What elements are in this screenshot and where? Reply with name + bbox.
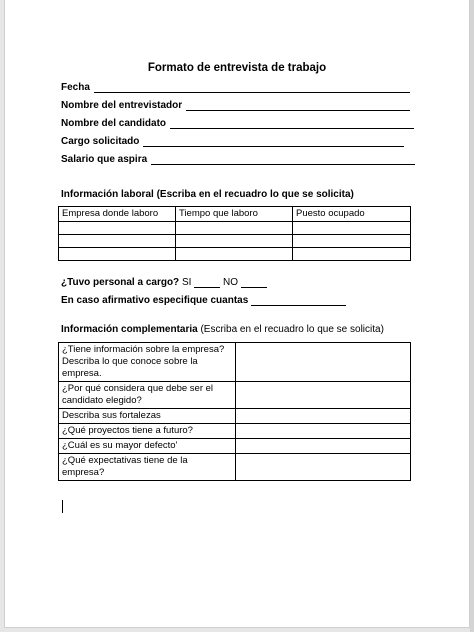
- table-cell[interactable]: [59, 222, 176, 235]
- answer-cell[interactable]: [236, 454, 411, 481]
- column-header: Tiempo que laboro: [176, 207, 293, 222]
- fill-line[interactable]: [94, 83, 410, 93]
- no-fill-line[interactable]: [241, 278, 267, 288]
- table-row: [59, 409, 411, 424]
- field-label: Cargo solicitado: [61, 136, 140, 147]
- question-cell: ¿Qué proyectos tiene a futuro?: [59, 424, 236, 439]
- question-cell: ¿Tiene información sobre la empresa? Describa lo que conoce sobre la empresa.: [59, 343, 236, 382]
- staff-count-question: [61, 295, 346, 306]
- table-cell[interactable]: [176, 248, 293, 261]
- answer-cell[interactable]: [236, 382, 411, 409]
- table-cell[interactable]: [293, 235, 411, 248]
- fill-line[interactable]: [186, 101, 410, 111]
- question-cell: ¿Qué expectativas tiene de la empresa?: [59, 454, 236, 481]
- field-label: Nombre del entrevistador: [61, 100, 183, 111]
- fill-line[interactable]: [170, 119, 414, 129]
- document-page: [4, 0, 470, 628]
- answer-cell[interactable]: [236, 409, 411, 424]
- table-header-row: [59, 207, 411, 222]
- document-title: Formato de entrevista de trabajo: [147, 62, 327, 74]
- yes-fill-line[interactable]: [194, 278, 220, 288]
- table-row: [59, 424, 411, 439]
- table-row: [59, 248, 411, 261]
- question-cell: ¿Por qué considera que debe ser el candidato elegido?: [59, 382, 236, 409]
- complementary-title: [61, 324, 384, 335]
- answer-cell[interactable]: [236, 343, 411, 382]
- complementary-table: [58, 342, 411, 481]
- table-cell[interactable]: [293, 222, 411, 235]
- fill-line[interactable]: [143, 137, 404, 147]
- question-cell: ¿Cuál es su mayor defecto': [59, 439, 236, 454]
- field-label: Nombre del candidato: [61, 118, 167, 129]
- work-info-title: Información laboral (Escriba en el recuadro lo que se solicita): [61, 189, 354, 200]
- staff-count-fill-line[interactable]: [251, 296, 346, 306]
- no-label: NO: [222, 277, 238, 288]
- table-row: [59, 343, 411, 382]
- field-entrevistador: [61, 100, 410, 111]
- column-header: Empresa donde laboro: [59, 207, 176, 222]
- table-cell[interactable]: [59, 248, 176, 261]
- table-row: [59, 439, 411, 454]
- field-fecha: [61, 82, 410, 93]
- table-cell[interactable]: [176, 235, 293, 248]
- complementary-title-bold: Información complementaria: [61, 324, 198, 335]
- fill-line[interactable]: [151, 155, 415, 165]
- table-cell[interactable]: [293, 248, 411, 261]
- staff-question: [61, 277, 267, 288]
- table-row: [59, 222, 411, 235]
- field-label: Salario que aspira: [61, 154, 148, 165]
- field-salario: [61, 154, 415, 165]
- column-header: Puesto ocupado: [293, 207, 411, 222]
- field-cargo: [61, 136, 404, 147]
- yes-label: SI: [181, 277, 192, 288]
- table-row: [59, 454, 411, 481]
- text-cursor: [62, 500, 63, 513]
- staff-count-label: En caso afirmativo especifique cuantas: [61, 295, 249, 306]
- table-cell[interactable]: [59, 235, 176, 248]
- scrollbar[interactable]: [470, 0, 474, 632]
- table-row: [59, 235, 411, 248]
- table-cell[interactable]: [176, 222, 293, 235]
- table-row: [59, 382, 411, 409]
- answer-cell[interactable]: [236, 439, 411, 454]
- answer-cell[interactable]: [236, 424, 411, 439]
- field-label: Fecha: [61, 82, 90, 93]
- question-cell: Describa sus fortalezas: [59, 409, 236, 424]
- complementary-title-rest: (Escriba en el recuadro lo que se solicita): [197, 324, 384, 335]
- work-info-table: [58, 206, 411, 261]
- staff-question-label: ¿Tuvo personal a cargo?: [61, 277, 180, 288]
- field-candidato: [61, 118, 414, 129]
